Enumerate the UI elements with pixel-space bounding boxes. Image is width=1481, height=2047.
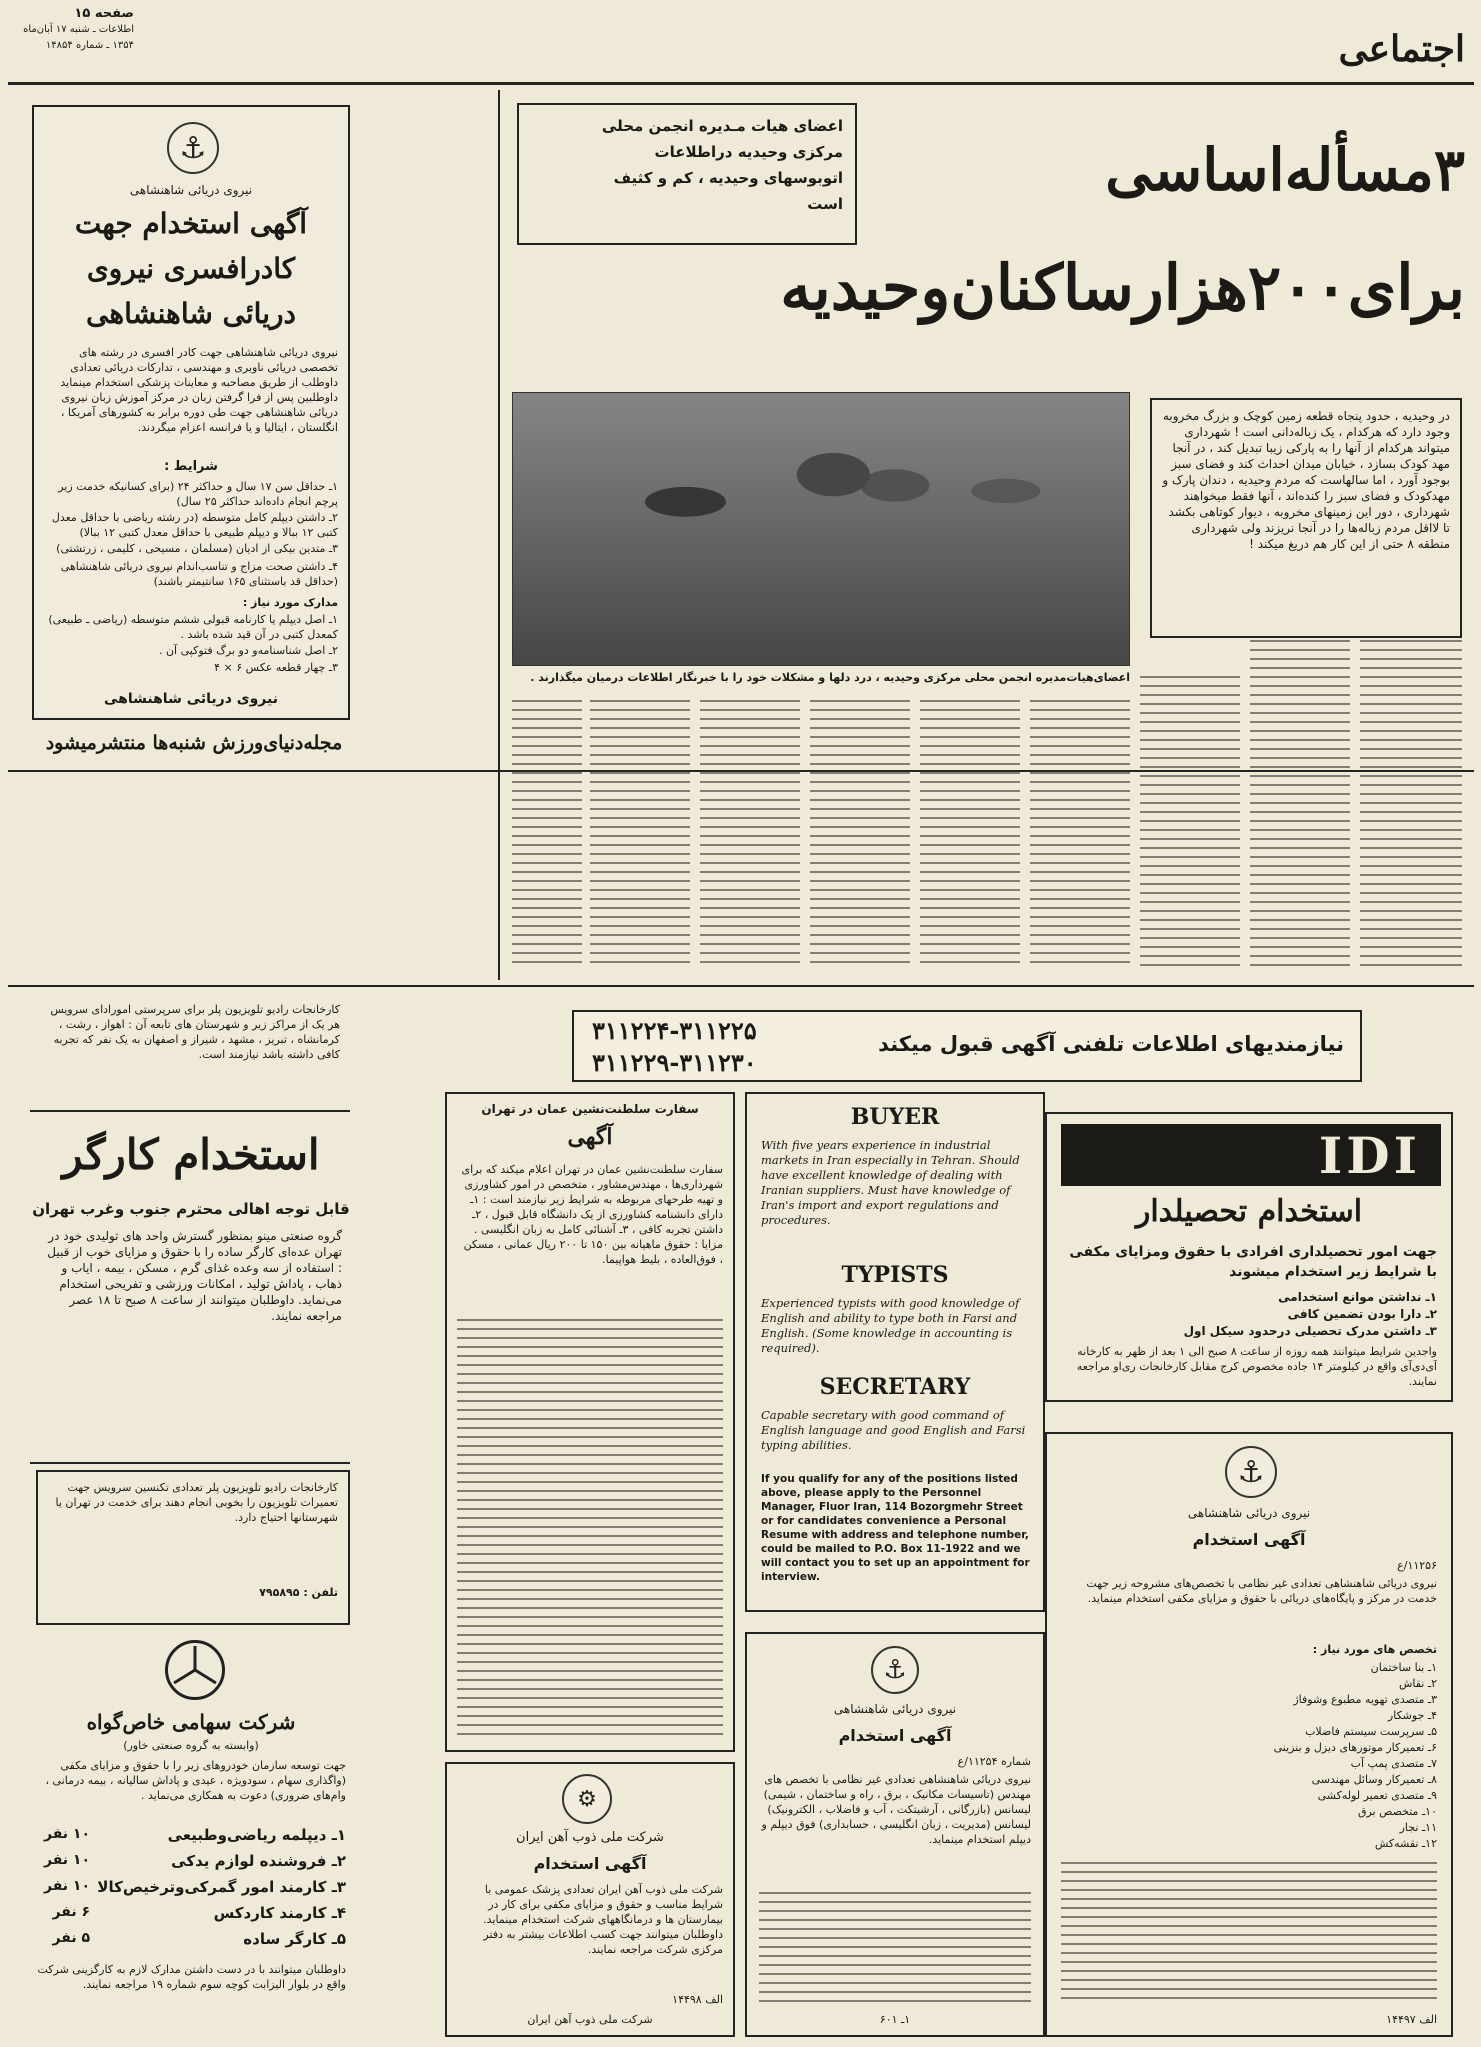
tv-service-ad-1: کارخانجات رادیو تلویزیون پلر برای سرپرستی امورادای سرویس هر یک از مراکز زیر و شهرستان های تابعه آن : اهواز ، رشت ، کرمانشاه ، تبریز ، مشهد ، شیراز و اصفهان به یک نفر که تجربه کافی داشته باشد نیازمند است. bbox=[50, 1003, 340, 1061]
navy-org-name: نیروی دریائی شاهنشاهی bbox=[129, 183, 253, 197]
navy-specialty-4: ۴ـ جوشکار bbox=[1387, 1709, 1437, 1722]
article-body-col-5 bbox=[920, 700, 1020, 970]
navy-condition-4: ۴ـ داشتن صحت مزاج و تناسب‌اندام نیروی دریائی شاهنشاهی (حداقل قد باستثنای ۱۶۵ سانتیمتر باشند) bbox=[60, 560, 338, 588]
worker-ad bbox=[30, 1118, 352, 1448]
article-left-rule bbox=[498, 90, 500, 980]
khavar-item-2: ۲ـ فروشنده لوازم یدکی bbox=[171, 1852, 346, 1870]
navy-specialty-5: ۵ـ سرپرست سیستم فاضلاب bbox=[1305, 1725, 1437, 1738]
tv-service-ad-2 bbox=[36, 1470, 350, 1625]
navy-conditions-title: شرایط : bbox=[164, 459, 218, 474]
article-bottom-rule bbox=[8, 985, 1474, 987]
steel-body: شرکت ملی ذوب آهن ایران تعدادی پزشک عمومی با شرایط مناسب و حقوق و مزایای مکفی برای کار در بیمارستان ها و درمانگاههای شرکت استخدام مینماید. داوطلبان میتوانند جهت کسب اطلاعات بیشتر به دفتر مرکزی شرکت مراجعه نمایند. bbox=[483, 1883, 723, 1956]
navy-right-ad bbox=[1045, 1432, 1453, 2037]
steel-logo-icon: ⚙ bbox=[562, 1774, 612, 1824]
issue-line: ۱۳۵۴ ـ شماره ۱۴۸۵۴ bbox=[45, 40, 134, 51]
navy-doc-1: ۱ـ اصل دیپلم یا کارنامه قبولی ششم متوسطه (ریاضی ـ طبیعی) کمعدل کتبی در آن قید شده باشد . bbox=[48, 613, 338, 641]
navy-right-specialties-title: تخصص های مورد نیاز : bbox=[1312, 1643, 1437, 1656]
navy-specialty-12: ۱۲ـ نقشه‌کش bbox=[1374, 1837, 1437, 1850]
article-body-col-6 bbox=[810, 700, 910, 970]
kicker-line-4: است bbox=[807, 195, 843, 213]
date-line: اطلاعات ـ شنبه ۱۷ آبان‌ماه bbox=[23, 24, 134, 35]
navy-specialty-7: ۷ـ متصدی پمپ آب bbox=[1350, 1757, 1437, 1770]
navy-condition-2: ۲ـ داشتن دیپلم کامل متوسطه (در رشته ریاضی با حداقل معدل کتبی ۱۲ ببالا و دیپلم طبیعی با حداقل معدل کتبی ۱۲ ببالا) bbox=[51, 511, 338, 539]
kicker-line-1: اعضای هیات مـدیره انجمن محلی bbox=[601, 117, 843, 135]
idi-condition-3: ۳ـ داشتن مدرک تحصیلی درحدود سیکل اول bbox=[1183, 1324, 1437, 1338]
oman-title: آگهی bbox=[567, 1124, 613, 1150]
article-body-col-4 bbox=[1030, 700, 1130, 970]
apply-text: If you qualify for any of the positions listed above, please apply to the Personnel Manager, Fluor Iran, 114 Bozorgmehr Street or for candidates convenience a Personal Resume with address and telephone number, could be mailed to P.O. Box 11-1922 and we will contact you to set up an appointment for interview. bbox=[761, 1473, 1030, 1583]
khavar-footer: داوطلبان میتوانند با در دست داشتن مدارک لازم به کارگزینی شرکت واقع در بلوار الیزابت کوچه سوم شماره ۱۹ مراجعه نمایند. bbox=[37, 1963, 346, 1991]
photo-caption: اعضای‌هیات‌مدیره انجمن محلی مرکزی وحیدیه ، درد دلها و مشکلات خود را با خبرنگار اطلاعات درمیان میگذارند . bbox=[530, 671, 1130, 684]
navy-ad-title-2: کادرافسری نیروی bbox=[86, 252, 296, 285]
idi-ad bbox=[1045, 1112, 1453, 1402]
worker-ad-body: گروه صنعتی مینو بمنظور گسترش واحد های تولیدی خود در تهران عده‌ای کارگر ساده را با حقوق و مزایای خوب از قبیل : استفاده از سه وعده غذای گرم ، مسکن ، بیمه ، ایاب و ذهاب ، پاداش تولید ، امکانات ورزشی و تفریحی استخدام می‌نماید. داوطلبان میتوانند از ساعت ۸ صبح تا ۱۸ عصر مراجعه نمایند. bbox=[47, 1229, 342, 1323]
idi-logo-text: IDI bbox=[1318, 1126, 1421, 1185]
navy-ad-title-1: آگهی استخدام جهت bbox=[74, 207, 308, 240]
article-photo bbox=[512, 392, 1130, 666]
navy-small-ref: شماره ۱۱۲۵۴/ع bbox=[957, 1755, 1031, 1768]
fluor-iran-ad bbox=[745, 1092, 1045, 1612]
steel-org: شرکت ملی ذوب آهن ایران bbox=[516, 1830, 664, 1845]
navy-specialty-11: ۱۱ـ نجار bbox=[1399, 1821, 1437, 1834]
oman-body-continued bbox=[457, 1319, 723, 1739]
khavar-ad bbox=[30, 1640, 352, 2040]
khavar-count-2: ۱۰ نفر bbox=[43, 1852, 90, 1868]
tv-ad-1-rule bbox=[30, 1110, 350, 1112]
navy-ad-body: نیروی دریائی شاهنشاهی جهت کادر افسری در رشته های تخصصی دریائی ناوبری و مهندسی ، تدارکات دریائی تعدادی داوطلب از طریق مصاحبه و معاینات پزشکی استخدام مینماید داوطلبین پس از فرا گرفتن زبان در مرکز آموزش زبان نیروی دریائی شاهنشاهی جهت طی دوره برابر به کشورهای آمریکا ، انگلستان ، ایتالیا و یا فرانسه اعزام میگردند. bbox=[60, 346, 338, 434]
navy-small-ref-bottom: ۱ـ ۶۰۱ bbox=[879, 2013, 911, 2026]
mercedes-logo-icon bbox=[165, 1640, 225, 1700]
worker-ad-title: استخدام کارگر bbox=[62, 1130, 320, 1179]
navy-specialty-8: ۸ـ تعمیرکار وسائل مهندسی bbox=[1311, 1773, 1437, 1786]
navy-officer-ad bbox=[32, 105, 350, 720]
article-body-col-9 bbox=[512, 700, 582, 970]
khavar-subtitle: (وابسته به گروه صنعتی خاور) bbox=[123, 1739, 259, 1752]
buyer-text: With five years experience in industrial markets in Iran especially in Tehran. Should have excellent knowledge of dealing with Iranian suppliers. Must have knowledge of Iran's import and export regulations and procedures. bbox=[761, 1138, 1020, 1227]
khavar-item-4: ۴ـ کارمند کاردکس bbox=[213, 1904, 346, 1922]
navy-specialty-1: ۱ـ بنا ساختمان bbox=[1370, 1661, 1437, 1674]
navy-docs-title: مدارک مورد نیاز : bbox=[242, 596, 338, 609]
khavar-count-3: ۱۰ نفر bbox=[43, 1878, 90, 1894]
idi-logo bbox=[1061, 1124, 1441, 1186]
navy-right-emblem-icon: ⚓ bbox=[1225, 1446, 1277, 1498]
navy-doc-2: ۲ـ اصل شناسنامه‌و دو برگ فتوکپی آن . bbox=[158, 644, 338, 657]
tv-service-ad-2-phone: تلفن : ۷۹۵۸۹۵ bbox=[259, 1586, 338, 1599]
khavar-count-4: ۶ نفر bbox=[52, 1904, 90, 1920]
navy-small-body: نیروی دریائی شاهنشاهی تعدادی غیر نظامی با تخصص های مهندس (تاسیسات مکانیک ، برق ، راه و ساختمان ، شیمی) لیسانس (بازرگانی ، آرشیتکت ، آب و فاضلاب ، الکترونیک) لیسانس (مدیریت ، زبان انگلیسی ، حسابداری) فوق دیپلم و دیپلم استخدام مینماید. bbox=[761, 1773, 1031, 1846]
kicker-line-3: اتوبوسهای وحیدیه ، کم و کثیف bbox=[613, 169, 843, 187]
idi-condition-2: ۲ـ دارا بودن تضمین کافی bbox=[1287, 1307, 1437, 1321]
navy-specialty-2: ۲ـ نقاش bbox=[1398, 1677, 1437, 1690]
khavar-item-3: ۳ـ کارمند امور گمرکی‌وترخیص‌کالا bbox=[97, 1878, 346, 1896]
phone-numbers-1: ۳۱۱۲۲۴-۳۱۱۲۲۵ bbox=[592, 1016, 757, 1045]
navy-specialty-3: ۳ـ متصدی تهویه مطبوع وشوفاژ bbox=[1293, 1693, 1437, 1706]
navy-right-org: نیروی دریائی شاهنشاهی bbox=[1187, 1506, 1311, 1520]
idi-footer: واجدین شرایط میتوانند همه روزه از ساعت ۸ صبح الی ۱ بعد از ظهر به کارخانه آی‌دی‌آی واقع در کیلومتر ۱۴ جاده مخصوص کرج مقابل کارخانجات ری‌او مراجعه نمایند. bbox=[1076, 1345, 1437, 1388]
idi-condition-1: ۱ـ نداشتن موانع استخدامی bbox=[1278, 1290, 1437, 1304]
article-kicker-box bbox=[517, 103, 857, 245]
article-body-col-2 bbox=[1250, 640, 1350, 970]
navy-ad-footer: نیروی دریائی شاهنشاهی bbox=[104, 691, 278, 707]
phone-numbers-2: ۳۱۱۲۲۹-۳۱۱۲۳۰ bbox=[592, 1048, 757, 1077]
navy-condition-3: ۳ـ متدین بیکی از ادیان (مسلمان ، مسیحی ، کلیمی ، زرتشتی) bbox=[56, 542, 338, 555]
iran-steel-ad bbox=[445, 1762, 735, 2037]
navy-small-ad bbox=[745, 1632, 1045, 2037]
secretary-title: SECRETARY bbox=[819, 1374, 971, 1400]
khavar-count-5: ۵ نفر bbox=[52, 1930, 90, 1946]
steel-title: آگهی استخدام bbox=[533, 1854, 647, 1873]
khavar-body: جهت توسعه سازمان خودروهای زیر را با حقوق و مزایای مکفی (واگذاری سهام ، سودویژه ، عیدی و پاداش سالیانه ، بیمه درمانی ، وام‌های ضروری) دعوت به همکاری می‌نماید . bbox=[45, 1759, 346, 1802]
worker-ad-subtitle: قابل توجه اهالی محترم جنوب وغرب تهران bbox=[32, 1200, 350, 1218]
typists-text: Experienced typists with good knowledge of English and ability to type both in Farsi and English. (Some knowledge in accounting is required). bbox=[761, 1296, 1020, 1355]
khavar-count-1: ۱۰ نفر bbox=[43, 1826, 90, 1842]
navy-specialty-10: ۱۰ـ متخصص برق bbox=[1357, 1805, 1437, 1818]
navy-ad-title-3: دریائی شاهنشاهی bbox=[85, 297, 296, 330]
article-body-col-1 bbox=[1360, 640, 1462, 970]
page-number: صفحه ۱۵ bbox=[74, 6, 134, 21]
worker-ad-rule bbox=[30, 1462, 350, 1464]
navy-small-emblem-icon: ⚓ bbox=[871, 1646, 919, 1694]
khavar-company-name: شرکت سهامی خاص‌گواه bbox=[86, 1710, 296, 1734]
oman-embassy-ad bbox=[445, 1092, 735, 1752]
navy-doc-3: ۳ـ چهار قطعه عکس ۶ × ۴ bbox=[214, 661, 338, 674]
kicker-line-2: مرکزی وحیدیه دراطلاعات bbox=[654, 143, 843, 161]
masthead-rule bbox=[8, 82, 1474, 85]
sports-magazine-banner: مجله‌دنیای‌ورزش شنبه‌ها منتشرمیشود bbox=[45, 732, 343, 754]
idi-title: استخدام تحصیلدار bbox=[1135, 1194, 1363, 1229]
headline-line-2: برای۲۰۰هزارساکنان‌وحیدیه bbox=[780, 251, 1465, 324]
article-body-col-7 bbox=[700, 700, 800, 970]
oman-body: سفارت سلطنت‌نشین عمان در تهران اعلام میکند که برای شهرداری‌ها ، مهندس‌مشاور ، متخصص در امور کشاورزی و تهیه طرحهای مربوطه به شرایط زیر نیازمند است : ۱ـ دارای دانشنامه کشاورزی از یک دانشگاه قابل قبول ، ۲ـ داشتن تجربه کافی ، ۳ـ آشنائی کامل به زبان انگلیسی . مزایا : حقوق ماهیانه بین ۱۵۰ تا ۲۰۰ ریال عمانی ، مسکن ، فوق‌العاده ، بلیط هواپیما. bbox=[461, 1163, 723, 1266]
steel-ref: الف ۱۴۴۹۸ bbox=[672, 1993, 723, 2006]
section-title: اجتماعی bbox=[1338, 28, 1465, 70]
phone-banner bbox=[572, 1010, 1362, 1082]
navy-specialty-6: ۶ـ تعمیرکار موتورهای دیزل و بنزینی bbox=[1273, 1741, 1437, 1754]
headline-line-1: ۳مسأله‌اساسی bbox=[1105, 136, 1465, 204]
article-lead-text: در وحیدیه ، حدود پنجاه قطعه زمین کوچک و بزرگ مخروبه وجود دارد که هرکدام ، یک زباله‌دانی است ! شهرداری میتواند هرکدام از آنها را به پارکی زیبا تبدیل کند ، در آنجا مهد کودک بسازد ، خیابان میدان احداث کند و فضای سبز بوجود آورد ، اما سالهاست که مردم وحیدیه ، دندان پارک و مهدکودک و فضای سبز را کنده‌اند ، آنها فقط میخواهند شهرداری ، دور این زمینهای مخروبه ، دیوار کوتاهی بکشد تا لااقل مردم زباله‌ها را در آنجا نریزند ولی شهرداری منطقه ۸ حتی از این کار هم دریغ میکند ! bbox=[1162, 409, 1450, 551]
navy-right-ref: ۱۱۲۵۶/ع bbox=[1397, 1559, 1437, 1572]
navy-right-ref-bottom: الف ۱۴۴۹۷ bbox=[1386, 2013, 1437, 2026]
article-lead-box bbox=[1150, 398, 1462, 638]
article-body-col-8 bbox=[590, 700, 690, 970]
idi-subtitle: جهت امور تحصیلداری افرادی با حقوق ومزایای مکفی با شرایط زیر استخدام میشوند bbox=[1069, 1244, 1437, 1280]
tv-service-ad-2-text: کارخانجات رادیو تلویزیون پلر تعدادی تکنسین سرویس جهت تعمیرات تلویزیون را بخوبی انجام دهند برای خدمت در تهران یا شهرستانها احتیاج دارد. bbox=[55, 1481, 338, 1524]
secretary-text: Capable secretary with good command of English language and good English and Farsi typing abilities. bbox=[761, 1408, 1026, 1452]
navy-small-org: نیروی دریائی شاهنشاهی bbox=[833, 1702, 957, 1716]
navy-small-title: آگهی استخدام bbox=[838, 1726, 952, 1745]
steel-footer: شرکت ملی ذوب آهن ایران bbox=[527, 2013, 653, 2026]
navy-small-body-continued bbox=[759, 1892, 1031, 2002]
navy-condition-1: ۱ـ حداقل سن ۱۷ سال و حداکثر ۲۴ (برای کسانیکه خدمت زیر پرچم انجام داده‌اند حداکثر ۲۵ سال) bbox=[58, 480, 338, 508]
oman-org: سفارت سلطنت‌نشین عمان در تهران bbox=[481, 1102, 699, 1116]
khavar-item-1: ۱ـ دیپلمه ریاضی‌وطبیعی bbox=[167, 1826, 346, 1844]
navy-right-body: نیروی دریائی شاهنشاهی تعدادی غیر نظامی با تخصص‌های مشروحه زیر جهت خدمت در مرکز و پایگاه‌های دریائی با حقوق و مزایای مکفی استخدام مینماید. bbox=[1086, 1577, 1437, 1605]
navy-right-title: آگهی استخدام bbox=[1192, 1530, 1306, 1549]
article-body-col-3 bbox=[1140, 676, 1240, 970]
navy-specialty-9: ۹ـ متصدی تعمیر لوله‌کشی bbox=[1317, 1789, 1437, 1802]
khavar-item-5: ۵ـ کارگر ساده bbox=[243, 1930, 346, 1948]
buyer-title: BUYER bbox=[850, 1104, 940, 1130]
navy-right-body-continued bbox=[1061, 1862, 1437, 2002]
typists-title: TYPISTS bbox=[841, 1262, 949, 1288]
phone-banner-label: نیازمندیهای اطلاعات تلفنی آگهی قبول میکند bbox=[878, 1032, 1344, 1056]
navy-emblem-icon: ⚓ bbox=[167, 122, 219, 174]
